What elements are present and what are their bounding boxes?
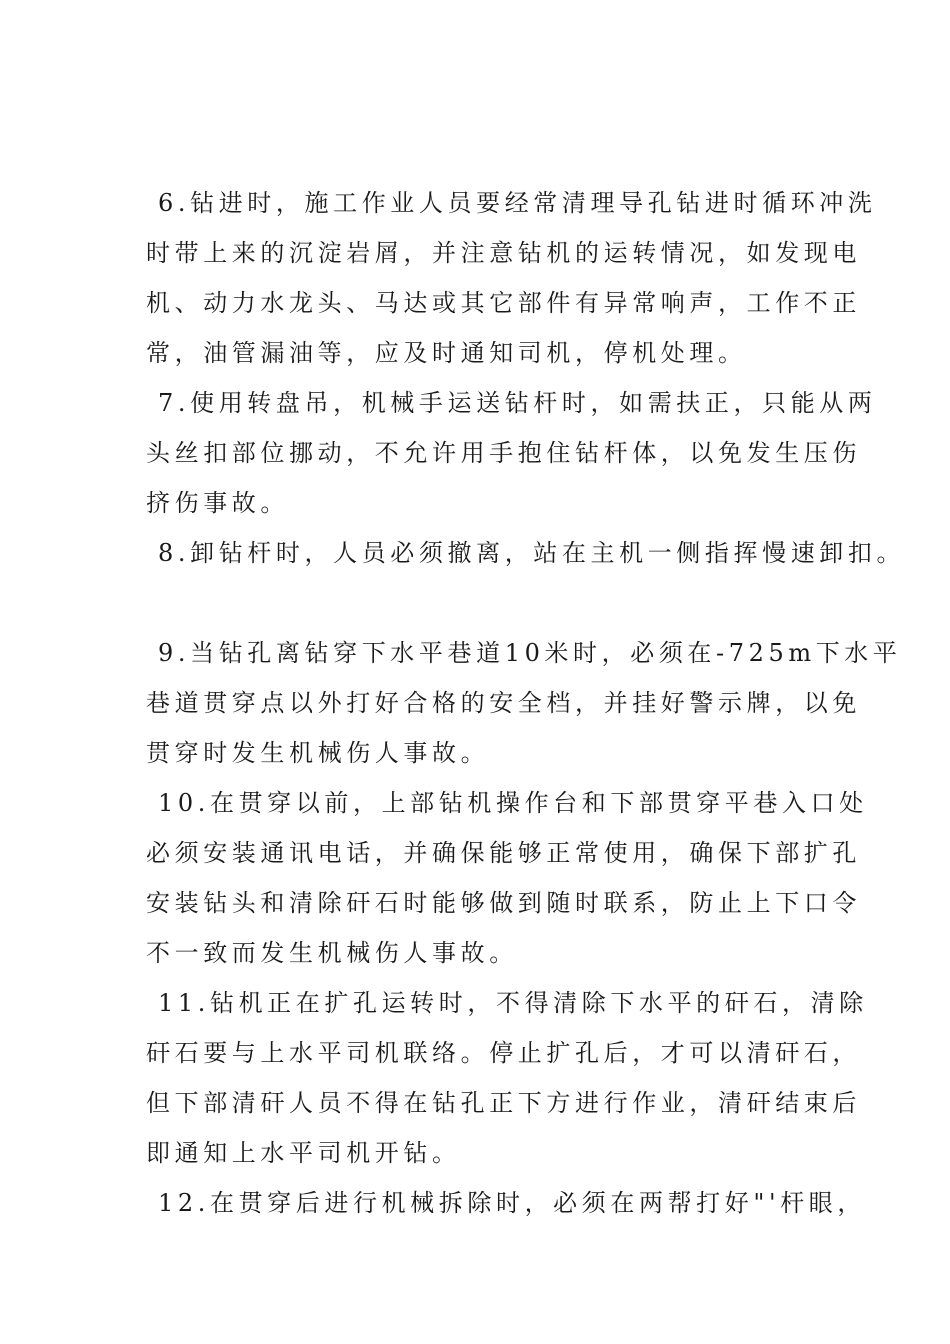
text-line-item-8: 8.卸钻杆时，人员必须撤离，站在主机一侧指挥慢速卸扣。 (158, 539, 906, 567)
text-line: 即通知上水平司机开钻。 (146, 1139, 461, 1167)
text-line-item-9-start: 9.当钻孔离钻穿下水平巷道10米时，必须在-725m下水平 (158, 639, 902, 667)
text-line: 矸石要与上水平司机联络。停止扩孔后，才可以清矸石， (146, 1039, 861, 1067)
text-line: 机、动力水龙头、马达或其它部件有异常响声，工作不正 (146, 289, 861, 317)
text-line: 挤伤事故。 (146, 489, 289, 517)
text-line: 头丝扣部位挪动，不允许用手抱住钻杆体，以免发生压伤 (146, 439, 861, 467)
text-line-item-12-start: 12.在贯穿后进行机械拆除时，必须在两帮打好"'杆眼， (158, 1189, 867, 1217)
text-line-item-6-start: 6.钻进时，施工作业人员要经常清理导孔钻进时循环冲洗 (158, 189, 877, 217)
text-line: 必须安装通讯电话，并确保能够正常使用，确保下部扩孔 (146, 839, 861, 867)
text-line: 贯穿时发生机械伤人事故。 (146, 739, 490, 767)
document-body (146, 178, 906, 1228)
text-line: 时带上来的沉淀岩屑，并注意钻机的运转情况，如发现电 (146, 239, 861, 267)
text-line-item-7-start: 7.使用转盘吊，机械手运送钻杆时，如需扶正，只能从两 (158, 389, 877, 417)
text-line-item-11-start: 11.钻机正在扩孔运转时，不得清除下水平的矸石，清除 (158, 989, 868, 1017)
text-line: 但下部清矸人员不得在钻孔正下方进行作业，清矸结束后 (146, 1089, 861, 1117)
text-line: 巷道贯穿点以外打好合格的安全档，并挂好警示牌，以免 (146, 689, 861, 717)
text-line-item-10-start: 10.在贯穿以前，上部钻机操作台和下部贯穿平巷入口处 (158, 789, 868, 817)
paragraph-gap (146, 578, 826, 628)
text-line: 常，油管漏油等，应及时通知司机，停机处理。 (146, 339, 747, 367)
text-line: 安装钻头和清除矸石时能够做到随时联系，防止上下口令 (146, 889, 861, 917)
text-line: 不一致而发生机械伤人事故。 (146, 939, 518, 967)
